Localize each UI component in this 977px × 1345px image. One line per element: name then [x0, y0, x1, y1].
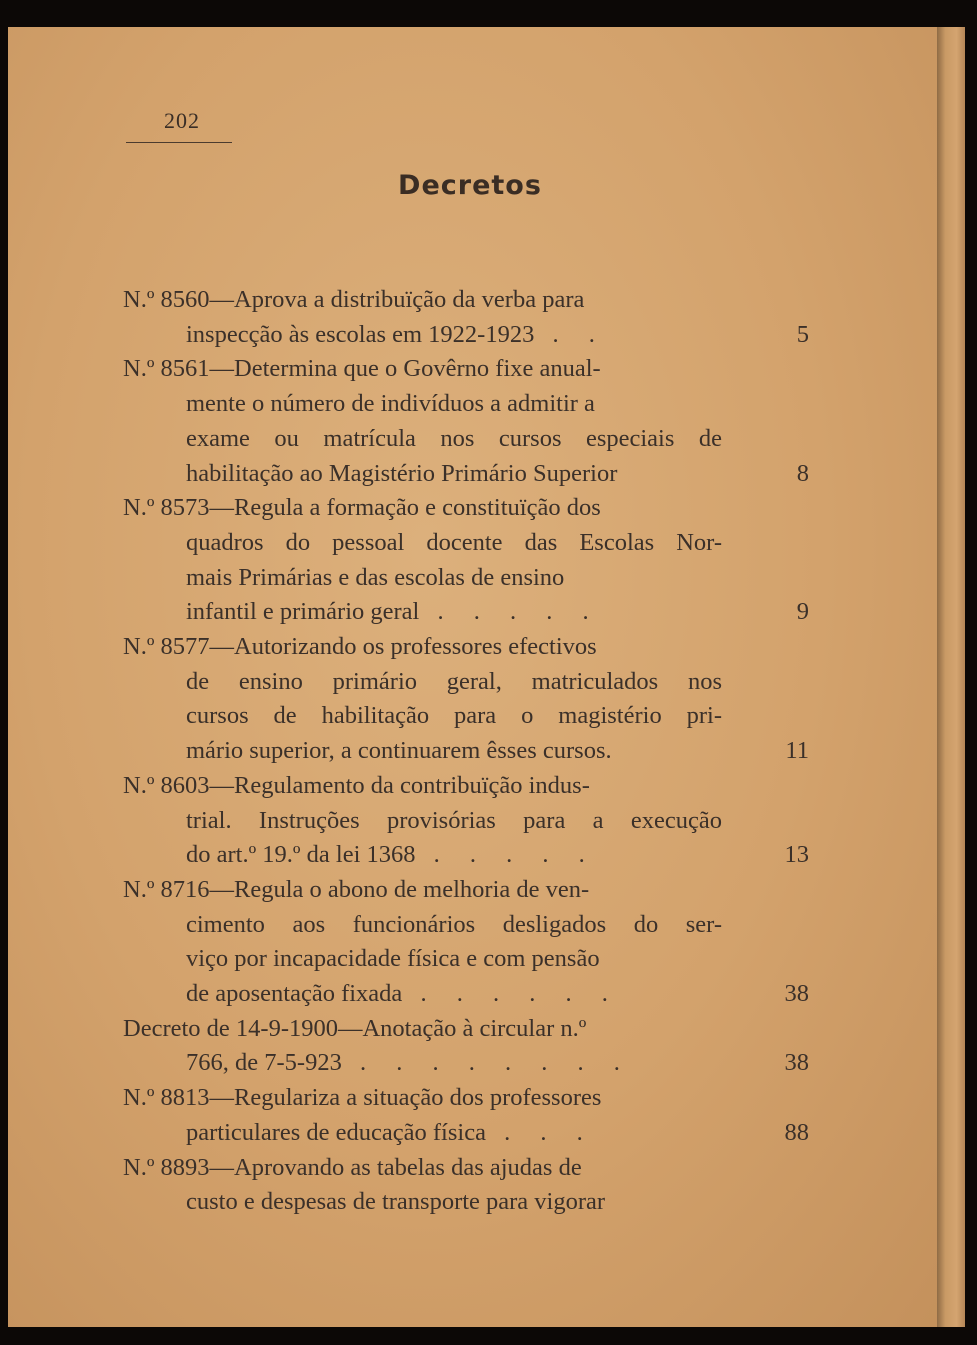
header-rule	[126, 142, 232, 143]
entry-text: quadros do pessoal docente das Escolas Nor-	[186, 528, 722, 556]
entry-text: N.º 8603—Regulamento da contribuïção indus-	[123, 771, 590, 799]
entry-continuation-line	[186, 317, 607, 352]
entry-continuation-line	[186, 421, 722, 456]
entry-text: de aposentação fixada	[186, 980, 403, 1007]
dot-leader: . . . . . . . .	[341, 1049, 632, 1077]
entry-continuation-line	[186, 907, 722, 942]
entry-text: N.º 8577—Autorizando os professores efectivos	[123, 633, 597, 660]
entry-text: Decreto de 14-9-1900—Anotação à circular n.º	[123, 1014, 587, 1042]
entry-text: viço por incapacidade física e com pensão	[186, 945, 600, 973]
entry-continuation-line	[186, 976, 620, 1011]
entry-text: exame ou matrícula nos cursos especiais de	[186, 424, 722, 452]
dot-leader: . . .	[485, 1118, 595, 1146]
entry-first-line	[123, 872, 589, 907]
entry-first-line	[123, 282, 584, 317]
entry-text: N.º 8716—Regula o abono de melhoria de ven-	[123, 875, 590, 903]
entry-text: N.º 8573—Regula a formação e constituïção dos	[123, 494, 601, 522]
dot-leader: . . . . . .	[402, 980, 620, 1007]
entry-text: mais Primárias e das escolas de ensino	[186, 563, 565, 591]
entry-text: N.º 8560—Aprova a distribuïção da verba para	[123, 286, 585, 313]
entry-first-line	[123, 351, 601, 386]
entry-page-number: 88	[784, 1118, 809, 1146]
entry-text: trial. Instruções provisórias para a execução	[186, 806, 722, 834]
entry-text: inspecção às escolas em 1922-1923	[186, 320, 535, 348]
entry-continuation-line	[186, 664, 722, 699]
entry-continuation-line	[186, 803, 722, 838]
entry-first-line	[123, 490, 601, 525]
entry-continuation-line	[186, 698, 722, 733]
entry-text: mente o número de indivíduos a admitir a	[186, 390, 595, 418]
entry-first-line	[123, 629, 597, 664]
entry-continuation-line	[186, 1045, 632, 1080]
dot-leader: . . . . .	[415, 841, 597, 869]
entry-text: particulares de educação física	[186, 1118, 486, 1146]
entry-continuation-line	[186, 837, 597, 872]
entry-first-line	[123, 768, 590, 803]
entry-text: cimento aos funcionários desligados do ser-	[186, 910, 722, 938]
entry-text: custo e despesas de transporte para vigorar	[186, 1188, 606, 1216]
dot-leader: . .	[534, 320, 607, 348]
entry-page-number: 9	[796, 598, 809, 626]
entry-continuation-line	[186, 525, 722, 560]
entry-first-line	[123, 1011, 586, 1046]
entry-page-number: 38	[784, 980, 809, 1007]
entry-continuation-line	[186, 560, 564, 595]
entry-continuation-line	[186, 386, 595, 421]
entry-text: do art.º 19.º da lei 1368	[186, 841, 416, 869]
entry-continuation-line	[186, 456, 617, 491]
entry-text: de ensino primário geral, matriculados nos	[186, 667, 722, 695]
entry-continuation-line	[186, 733, 612, 768]
entry-text: habilitação ao Magistério Primário Superior	[186, 459, 618, 487]
entry-text: N.º 8813—Regulariza a situação dos professores	[123, 1084, 602, 1112]
dot-leader: . . . . .	[419, 598, 601, 626]
entry-text: N.º 8893—Aprovando as tabelas das ajudas de	[123, 1153, 582, 1181]
entry-continuation-line	[186, 941, 600, 976]
entry-text: infantil e primário geral	[186, 598, 420, 626]
entry-page-number: 38	[784, 1049, 809, 1077]
entry-first-line	[123, 1080, 601, 1115]
entry-continuation-line	[186, 594, 601, 629]
entry-continuation-line	[186, 1115, 595, 1150]
entry-text: cursos de habilitação para o magistério pri-	[186, 702, 722, 730]
entry-text: N.º 8561—Determina que o Govêrno fixe anual-	[123, 355, 601, 383]
entry-page-number: 5	[796, 320, 809, 348]
next-page-edge	[937, 27, 965, 1327]
entry-continuation-line	[186, 1184, 605, 1219]
page-number: 202	[164, 108, 200, 133]
entry-page-number: 11	[785, 737, 809, 765]
entry-first-line	[123, 1150, 582, 1185]
entry-text: mário superior, a continuarem êsses cursos.	[186, 737, 612, 765]
section-heading: Decretos	[398, 170, 542, 201]
entry-page-number: 13	[784, 841, 809, 869]
entry-page-number: 8	[796, 459, 809, 487]
entry-text: 766, de 7-5-923	[186, 1049, 342, 1077]
